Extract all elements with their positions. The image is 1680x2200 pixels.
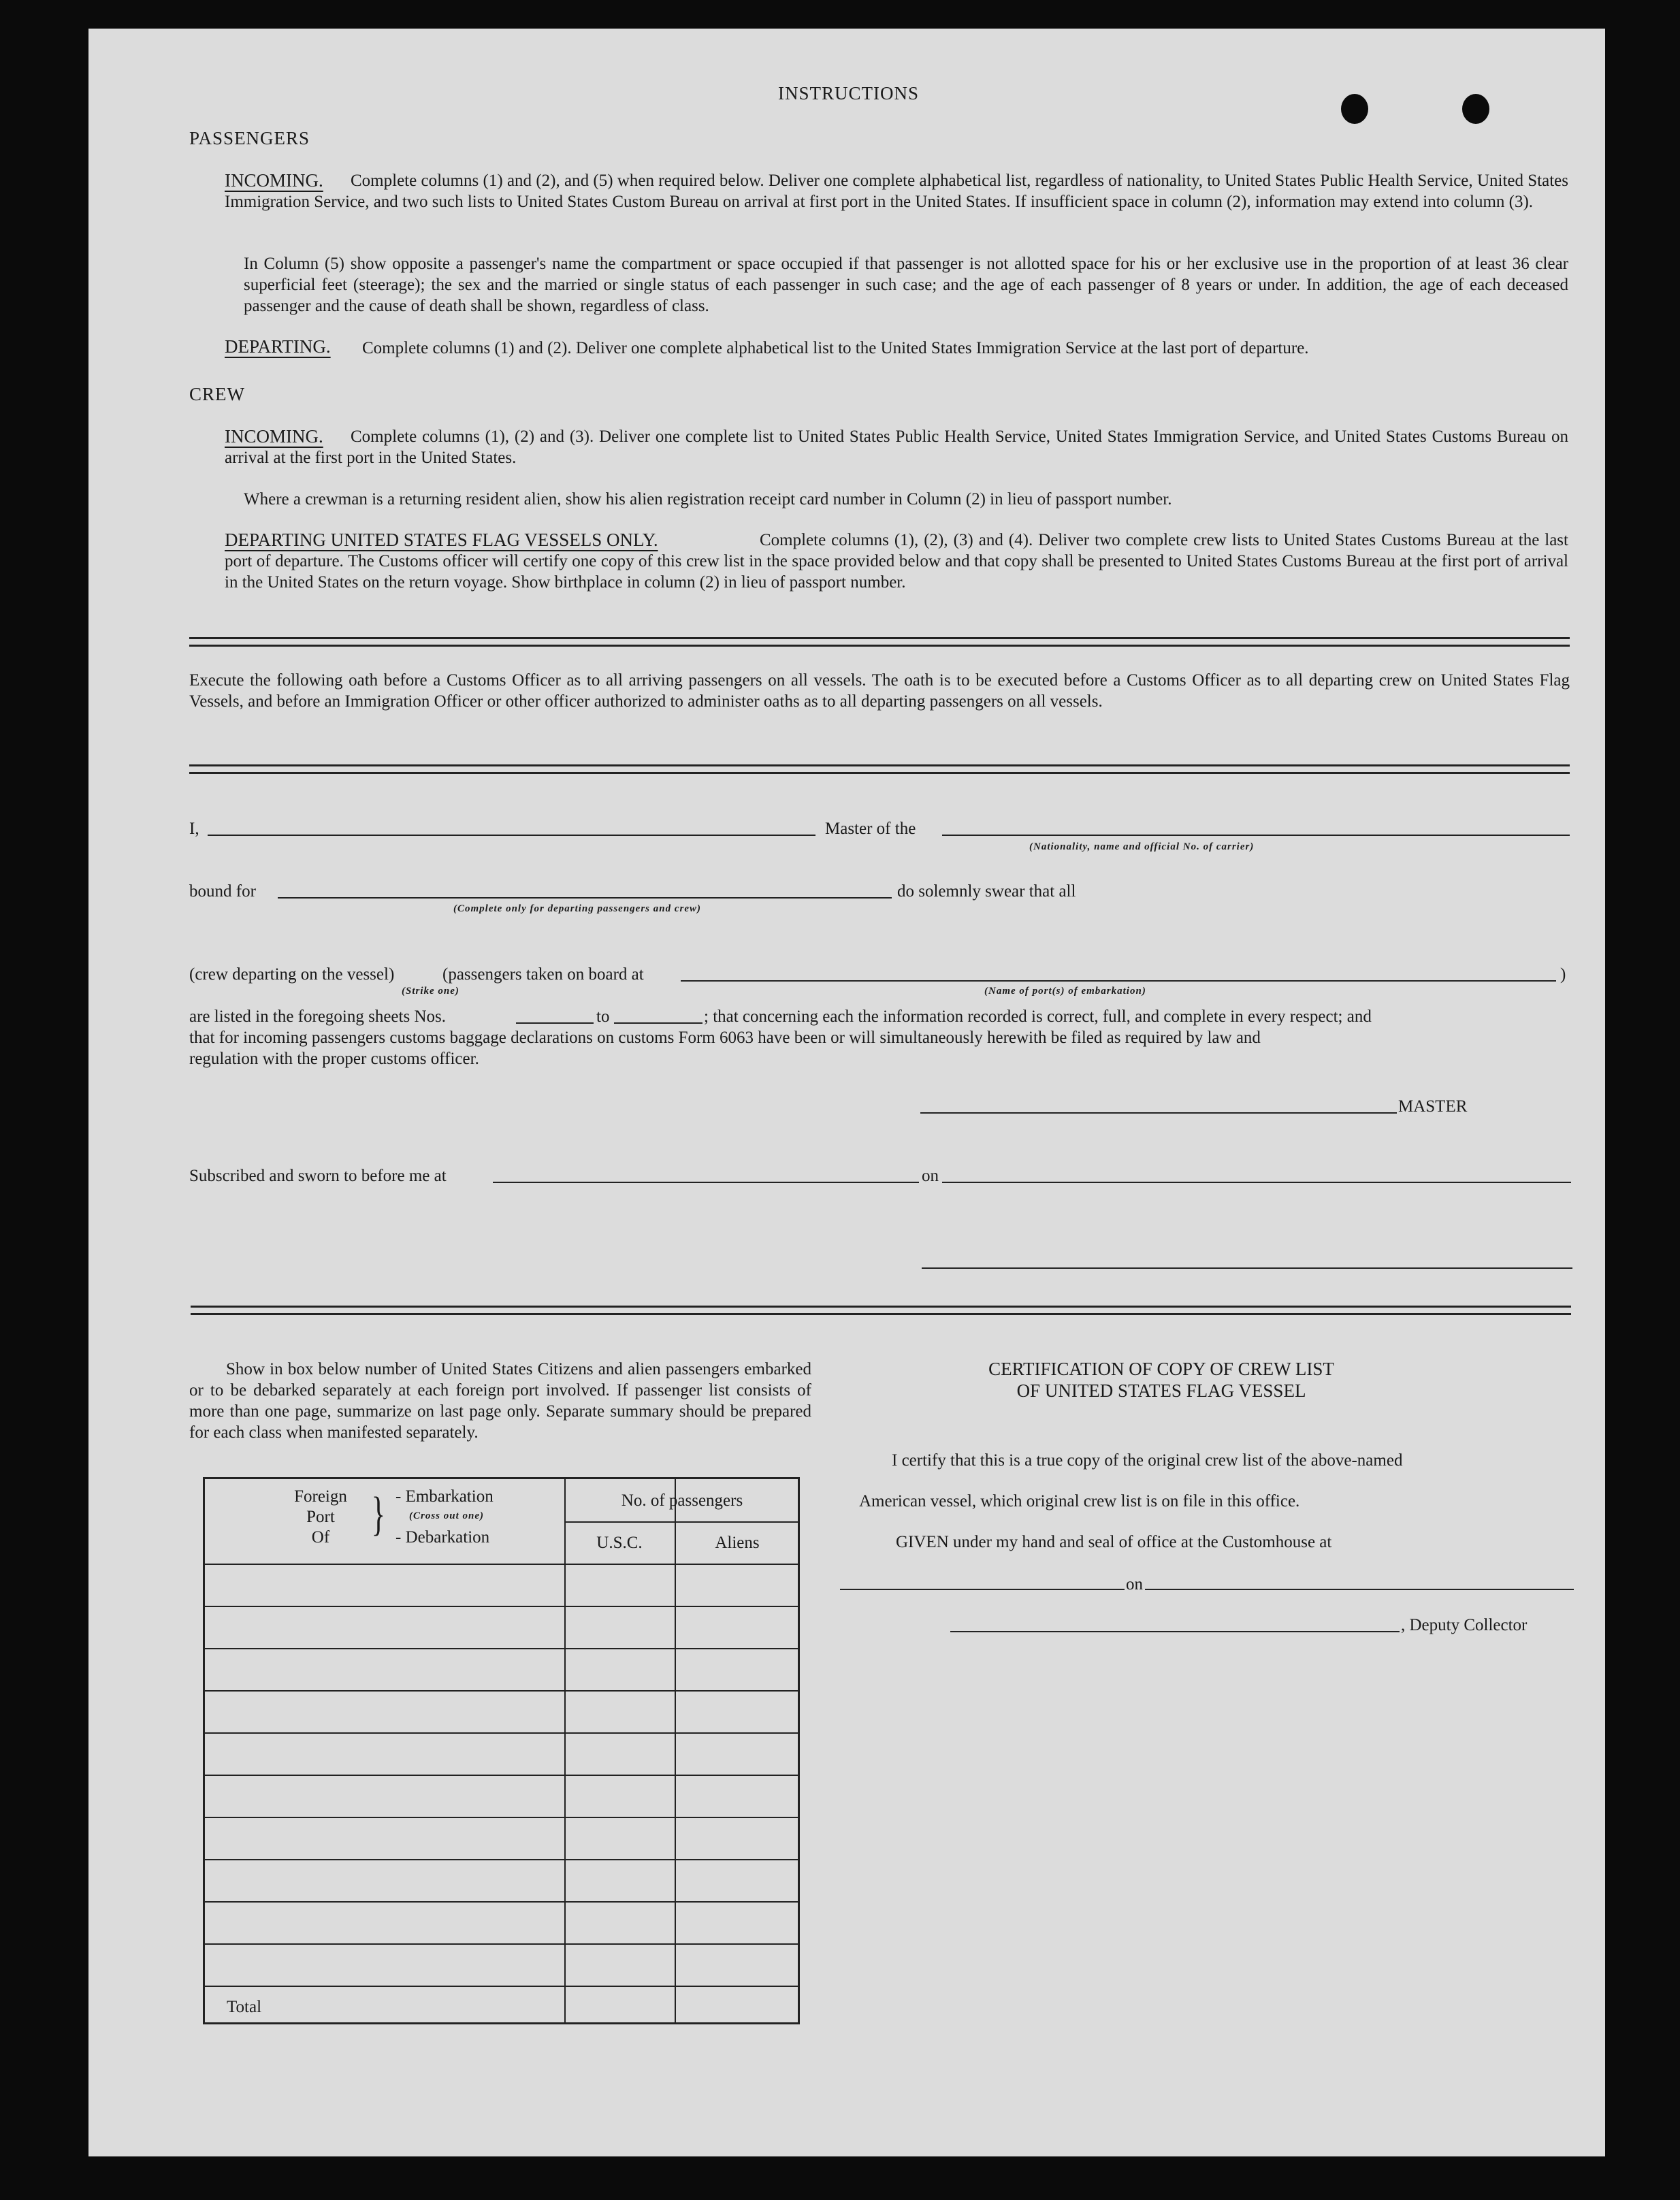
divider-1: [189, 637, 1570, 647]
subscribed-text: Subscribed and sworn to before me at: [189, 1167, 447, 1185]
certification-line2: American vessel, which original crew list is on file in this office.: [859, 1492, 1300, 1510]
certification-date-field[interactable]: [1145, 1589, 1574, 1590]
certification-title-2: OF UNITED STATES FLAG VESSEL: [1016, 1380, 1306, 1401]
listed-pre-text: are listed in the foregoing sheets Nos.: [189, 1007, 446, 1026]
col-embarkation: - Embarkation: [395, 1487, 494, 1506]
bound-for-note: (Complete only for departing passengers and crew): [453, 903, 701, 914]
instructions-title: INSTRUCTIONS: [778, 83, 920, 103]
master-name-field[interactable]: [208, 835, 815, 836]
carrier-note: (Nationality, name and official No. of carrier): [1029, 841, 1255, 852]
sheet-from-field[interactable]: [516, 1022, 594, 1024]
punch-hole-left: [1341, 94, 1368, 124]
passengers-column5-text: In Column (5) show opposite a passenger's name the compartment or space occupied if that passenger is not allotted space for his or her exclusive use in the proportion of at least 36 clear superficial feet (steerage); the sex and the married or single status of each passenger in such case; and the age of each passenger of 8 years or under. In addition, the age of each deceased passenger and the cause of death shall be shown, regardless of class.: [244, 255, 1568, 315]
listed-to-text: to: [596, 1007, 610, 1026]
bound-for-label: bound for: [189, 882, 256, 901]
certification-line3: GIVEN under my hand and seal of office at the Customhouse at: [896, 1533, 1332, 1551]
passenger-summary-table: [203, 1477, 800, 2024]
crew-incoming-label: INCOMING.: [225, 426, 323, 447]
passengers-taken-option: (passengers taken on board at: [442, 965, 644, 984]
close-paren: ): [1560, 965, 1566, 984]
passengers-incoming-label: INCOMING.: [225, 170, 323, 191]
col-debarkation: - Debarkation: [395, 1528, 490, 1547]
master-label: MASTER: [1398, 1097, 1468, 1116]
ports-note: (Name of port(s) of embarkation): [984, 986, 1146, 997]
sworn-place-field[interactable]: [493, 1182, 919, 1183]
crew-heading: CREW: [189, 384, 245, 404]
carrier-field[interactable]: [942, 835, 1570, 836]
certification-on-label: on: [1126, 1575, 1143, 1594]
master-of-the-label: Master of the: [825, 820, 916, 838]
listed-post-text: ; that concerning each the information recorded is correct, full, and complete in every respect; and: [704, 1007, 1372, 1026]
listed-line2-text: that for incoming passengers customs baggage declarations on customs Form 6063 have been or will simultaneously herewith be filed as required by law and: [189, 1029, 1261, 1047]
divider-2: [189, 764, 1570, 774]
strike-one-note: (Strike one): [402, 986, 459, 997]
summary-text: Show in box below number of United States Citizens and alien passengers embarked or to be debarked separately at each foreign port involved. If passenger list consists of more than one page, summarize on last page only. Separate summary should be prepared for each class when manifested separately.: [189, 1360, 811, 1442]
passengers-heading: PASSENGERS: [189, 128, 310, 148]
form-sheet: [88, 29, 1605, 2156]
col-cross-out: (Cross out one): [409, 1510, 485, 1521]
deputy-collector-label: , Deputy Collector: [1401, 1616, 1528, 1634]
col-no-passengers: No. of passengers: [621, 1491, 743, 1510]
certification-title-1: CERTIFICATION OF COPY OF CREW LIST: [988, 1359, 1334, 1379]
crew-departing-label: DEPARTING UNITED STATES FLAG VESSELS ONLY.: [225, 530, 658, 550]
col-port: Port: [306, 1508, 335, 1526]
passengers-departing-label: DEPARTING.: [225, 336, 331, 357]
deputy-collector-field[interactable]: [950, 1631, 1400, 1632]
punch-hole-right: [1462, 94, 1489, 124]
officer-signature-field[interactable]: [922, 1267, 1572, 1269]
crew-departing-option: (crew departing on the vessel): [189, 965, 395, 984]
col-foreign: Foreign: [294, 1487, 347, 1506]
sworn-on-label: on: [922, 1167, 939, 1185]
col-aliens: Aliens: [715, 1534, 760, 1552]
oath-i-label: I,: [189, 820, 199, 838]
col-usc: U.S.C.: [596, 1534, 643, 1552]
crew-departing-text: Complete columns (1), (2), (3) and (4). Deliver two complete crew lists to United States Customs Bureau at the last port of departure. The Customs officer will certify one copy of this crew list in the space provided below and that copy shall be presented to United States Customs Bureau at the first port of arrival in the United States on the return voyage. Show birthplace in column (2) in lieu of passport number.: [225, 531, 1568, 592]
divider-3: [191, 1306, 1571, 1315]
certification-line1: I certify that this is a true copy of the original crew list of the above-named: [892, 1451, 1403, 1470]
passengers-departing-text: Complete columns (1) and (2). Deliver one complete alphabetical list to the United States Immigration Service at the last port of departure.: [362, 339, 1309, 357]
crew-incoming-text: Complete columns (1), (2) and (3). Deliver one complete list to United States Public Health Service, United States Immigration Service, and United States Customs Bureau on arrival at the first port in the United States.: [225, 427, 1568, 467]
passengers-incoming-text: Complete columns (1) and (2), and (5) when required below. Deliver one complete alphabetical list, regardless of nationality, to United States Public Health Service, United States Immigration Service, and two such lists to United States Custom Bureau on arrival at first port in the United States. If insufficient space in column (2), information may extend into column (3).: [225, 172, 1568, 211]
col-of: Of: [311, 1528, 330, 1547]
bound-for-field[interactable]: [278, 897, 892, 899]
oath-intro-text: Execute the following oath before a Customs Officer as to all arriving passengers on all vessels. The oath is to be executed before a Customs Officer as to all departing crew on United States Flag Vessels, and before an Immigration Officer or other officer authorized to administer oaths as to all departing passengers on all vessels.: [189, 671, 1570, 711]
master-signature-field[interactable]: [920, 1112, 1397, 1114]
listed-line3-text: regulation with the proper customs officer.: [189, 1050, 479, 1068]
sheet-to-field[interactable]: [614, 1022, 702, 1024]
brace-icon: }: [371, 1488, 385, 1540]
swear-text: do solemnly swear that all: [897, 882, 1076, 901]
sworn-date-field[interactable]: [942, 1182, 1571, 1183]
embarkation-ports-field[interactable]: [681, 980, 1556, 982]
customhouse-field[interactable]: [840, 1589, 1125, 1590]
crew-resident-alien-text: Where a crewman is a returning resident alien, show his alien registration receipt card number in Column (2) in lieu of passport number.: [244, 490, 1172, 508]
total-label: Total: [227, 1998, 262, 2016]
